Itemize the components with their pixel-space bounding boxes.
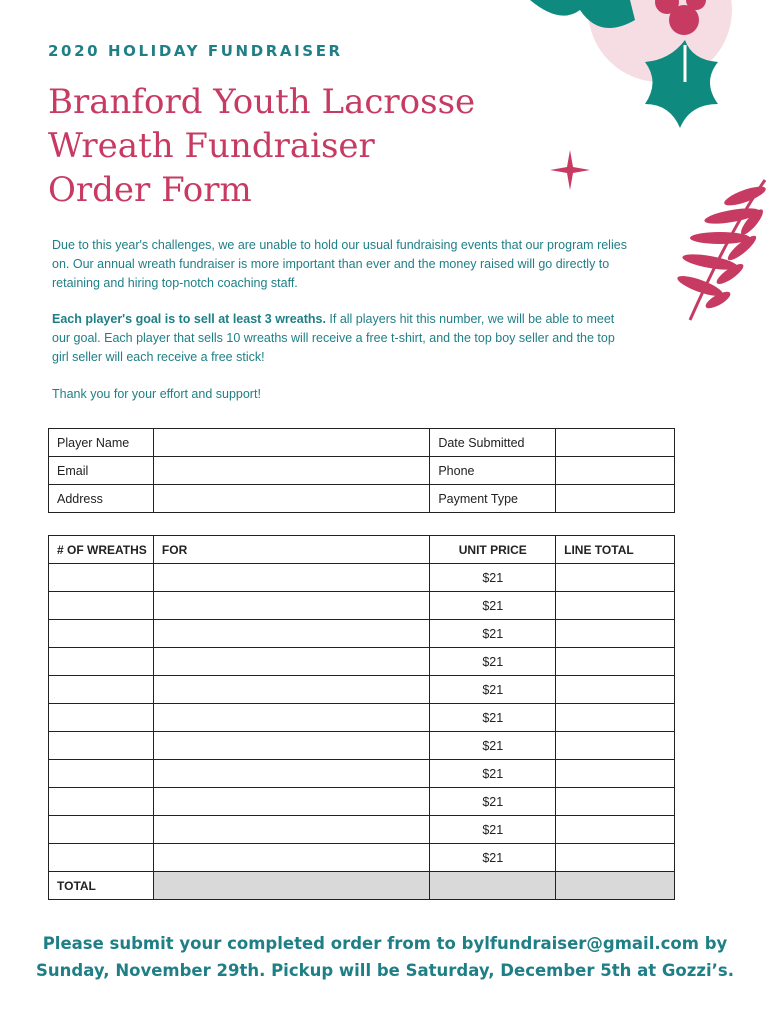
player-info-table: [48, 428, 675, 513]
payment-type-label: Payment Type: [430, 485, 556, 513]
info-row: [49, 485, 675, 513]
unit-price: $21: [430, 788, 556, 816]
goal-statement: Each player's goal is to sell at least 3 wreaths.: [52, 312, 326, 327]
date-submitted-field[interactable]: [556, 429, 675, 457]
wreath-qty-field[interactable]: [49, 620, 154, 648]
sparkle-icon: [550, 150, 590, 190]
payment-type-field[interactable]: [556, 485, 675, 513]
col-header-wreaths: # OF WREATHS: [49, 536, 154, 564]
wreath-qty-field[interactable]: [49, 732, 154, 760]
unit-price: $21: [430, 564, 556, 592]
intro-paragraph-2: [52, 310, 632, 366]
col-header-unit-price: UNIT PRICE: [430, 536, 556, 564]
page-title: [48, 80, 518, 212]
for-field[interactable]: [153, 592, 429, 620]
phone-field[interactable]: [556, 457, 675, 485]
for-field[interactable]: [153, 564, 429, 592]
order-row: [49, 788, 675, 816]
total-label: TOTAL: [49, 872, 154, 900]
total-row: [49, 872, 675, 900]
line-total-field[interactable]: [556, 816, 675, 844]
line-total-field[interactable]: [556, 648, 675, 676]
wreath-qty-field[interactable]: [49, 704, 154, 732]
unit-price: $21: [430, 676, 556, 704]
player-name-field[interactable]: [153, 429, 429, 457]
for-field[interactable]: [153, 788, 429, 816]
line-total-field[interactable]: [556, 732, 675, 760]
unit-price: $21: [430, 620, 556, 648]
line-total-field[interactable]: [556, 564, 675, 592]
email-label: Email: [49, 457, 154, 485]
line-total-field[interactable]: [556, 592, 675, 620]
total-unit-cell: [430, 872, 556, 900]
goal-details: If all players hit this number, we will be able to meet our goal. Each player that sells 10 wreaths will receive a free t-shirt, and the top boy seller and the top girl seller will each receive a free stick!: [52, 312, 615, 364]
holly-leaf-top: [530, 0, 635, 28]
phone-label: Phone: [430, 457, 556, 485]
wreath-qty-field[interactable]: [49, 760, 154, 788]
address-label: Address: [49, 485, 154, 513]
wreath-qty-field[interactable]: [49, 592, 154, 620]
unit-price: $21: [430, 844, 556, 872]
unit-price: $21: [430, 816, 556, 844]
order-row: [49, 620, 675, 648]
submission-instructions: [0, 930, 770, 984]
title-line: Wreath Fundraiser: [48, 126, 375, 166]
wreath-qty-field[interactable]: [49, 816, 154, 844]
order-row: [49, 816, 675, 844]
line-total-field[interactable]: [556, 704, 675, 732]
wreath-qty-field[interactable]: [49, 844, 154, 872]
info-row: [49, 457, 675, 485]
order-header-row: [49, 536, 675, 564]
unit-price: $21: [430, 704, 556, 732]
order-row: [49, 704, 675, 732]
col-header-line-total: LINE TOTAL: [556, 536, 675, 564]
for-field[interactable]: [153, 816, 429, 844]
intro-paragraph-3: Thank you for your effort and support!: [52, 386, 261, 401]
order-row: [49, 732, 675, 760]
for-field[interactable]: [153, 704, 429, 732]
line-total-field[interactable]: [556, 760, 675, 788]
for-field[interactable]: [153, 760, 429, 788]
footer-line: Please submit your completed order from to bylfundraiser@gmail.com by: [42, 934, 728, 953]
for-field[interactable]: [153, 620, 429, 648]
order-table: [48, 535, 675, 900]
order-row: [49, 564, 675, 592]
fundraiser-eyebrow: 2020 HOLIDAY FUNDRAISER: [48, 42, 343, 60]
title-line: Order Form: [48, 170, 252, 210]
order-row: [49, 760, 675, 788]
email-field[interactable]: [153, 457, 429, 485]
intro-text: [52, 236, 632, 422]
for-field[interactable]: [153, 648, 429, 676]
branch-icon: [675, 180, 767, 320]
unit-price: $21: [430, 592, 556, 620]
col-header-for: FOR: [153, 536, 429, 564]
for-field[interactable]: [153, 676, 429, 704]
wreath-qty-field[interactable]: [49, 676, 154, 704]
total-for-cell: [153, 872, 429, 900]
order-row: [49, 648, 675, 676]
date-submitted-label: Date Submitted: [430, 429, 556, 457]
footer-line: Sunday, November 29th. Pickup will be Saturday, December 5th at Gozzi’s.: [36, 961, 734, 980]
for-field[interactable]: [153, 732, 429, 760]
unit-price: $21: [430, 760, 556, 788]
intro-paragraph-1: Due to this year's challenges, we are unable to hold our usual fundraising events that our program relies on. Our annual wreath fundraiser is more important than ever and the money raised will go directly to retaining and hiring top-notch coaching staff.: [52, 238, 627, 290]
wreath-qty-field[interactable]: [49, 564, 154, 592]
player-name-label: Player Name: [49, 429, 154, 457]
wreath-qty-field[interactable]: [49, 788, 154, 816]
grand-total-field[interactable]: [556, 872, 675, 900]
line-total-field[interactable]: [556, 844, 675, 872]
order-row: [49, 844, 675, 872]
unit-price: $21: [430, 648, 556, 676]
info-row: [49, 429, 675, 457]
order-row: [49, 592, 675, 620]
line-total-field[interactable]: [556, 676, 675, 704]
wreath-qty-field[interactable]: [49, 648, 154, 676]
for-field[interactable]: [153, 844, 429, 872]
title-line: Branford Youth Lacrosse: [48, 82, 476, 122]
unit-price: $21: [430, 732, 556, 760]
line-total-field[interactable]: [556, 620, 675, 648]
address-field[interactable]: [153, 485, 429, 513]
line-total-field[interactable]: [556, 788, 675, 816]
order-row: [49, 676, 675, 704]
